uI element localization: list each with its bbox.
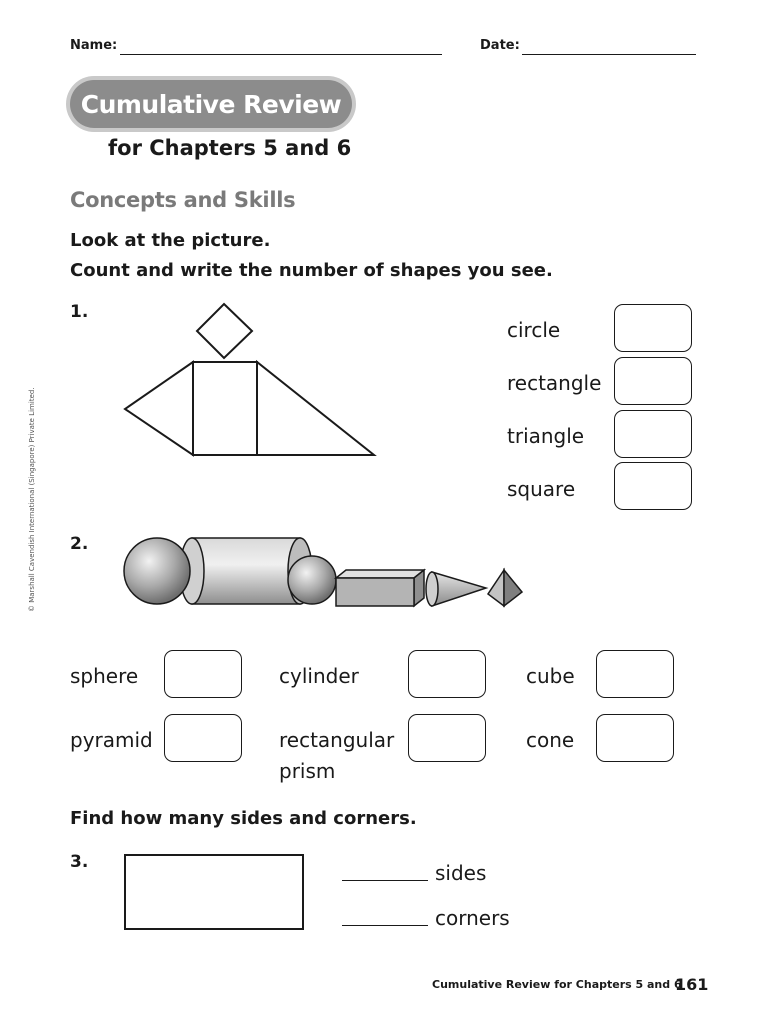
rectangular-prism-solid — [336, 570, 424, 606]
page-number: 161 — [675, 975, 709, 994]
section-heading: Concepts and Skills — [70, 188, 296, 212]
title-badge — [70, 80, 352, 128]
label-sphere: sphere — [70, 664, 139, 688]
question-3-number: 3. — [70, 852, 89, 872]
date-field[interactable] — [522, 54, 696, 55]
answer-box-cube[interactable] — [596, 650, 674, 698]
answer-box-triangle[interactable] — [614, 410, 692, 458]
sides-label: sides — [435, 861, 487, 885]
q2-solids-picture — [120, 528, 530, 612]
corners-answer-line[interactable] — [342, 925, 428, 926]
question-2-number: 2. — [70, 534, 89, 554]
label-circle: circle — [507, 318, 561, 342]
instruction-sides-corners: Find how many sides and corners. — [70, 808, 417, 829]
answer-box-pyramid[interactable] — [164, 714, 242, 762]
answer-box-rectangular-prism[interactable] — [408, 714, 486, 762]
label-rectangular: rectangular — [279, 728, 395, 752]
answer-box-cone[interactable] — [596, 714, 674, 762]
rectangle-shape — [193, 362, 257, 455]
label-cone: cone — [526, 728, 575, 752]
answer-box-square[interactable] — [614, 462, 692, 510]
label-cylinder: cylinder — [279, 664, 359, 688]
corners-label: corners — [435, 906, 510, 930]
cone-solid — [426, 572, 486, 606]
sides-answer-line[interactable] — [342, 880, 428, 881]
name-label: Name: — [70, 38, 118, 53]
answer-box-cylinder[interactable] — [408, 650, 486, 698]
diamond-square-shape — [197, 304, 252, 358]
q1-shape-picture — [120, 298, 382, 460]
right-triangle-shape — [257, 362, 374, 455]
name-field[interactable] — [120, 54, 442, 55]
pyramid-solid — [488, 570, 522, 606]
left-triangle-shape — [125, 362, 193, 455]
instruction-look: Look at the picture. — [70, 230, 271, 251]
large-sphere-solid — [124, 538, 190, 604]
answer-box-circle[interactable] — [614, 304, 692, 352]
label-pyramid: pyramid — [70, 728, 153, 752]
label-rectangle: rectangle — [507, 371, 602, 395]
label-prism: prism — [279, 759, 336, 783]
page-subtitle: for Chapters 5 and 6 — [108, 136, 352, 160]
footer-text: Cumulative Review for Chapters 5 and 6 — [432, 978, 682, 991]
label-cube: cube — [526, 664, 575, 688]
answer-box-rectangle[interactable] — [614, 357, 692, 405]
label-square: square — [507, 477, 576, 501]
small-sphere-solid — [288, 556, 336, 604]
copyright-notice: © Marshall Cavendish International (Singapore) Private Limited. — [28, 387, 36, 612]
date-label: Date: — [480, 38, 520, 53]
label-triangle: triangle — [507, 424, 585, 448]
answer-box-sphere[interactable] — [164, 650, 242, 698]
instruction-count: Count and write the number of shapes you see. — [70, 260, 553, 281]
q3-rectangle-shape — [124, 854, 304, 930]
question-1-number: 1. — [70, 302, 89, 322]
page-title: Cumulative Review — [80, 89, 342, 119]
